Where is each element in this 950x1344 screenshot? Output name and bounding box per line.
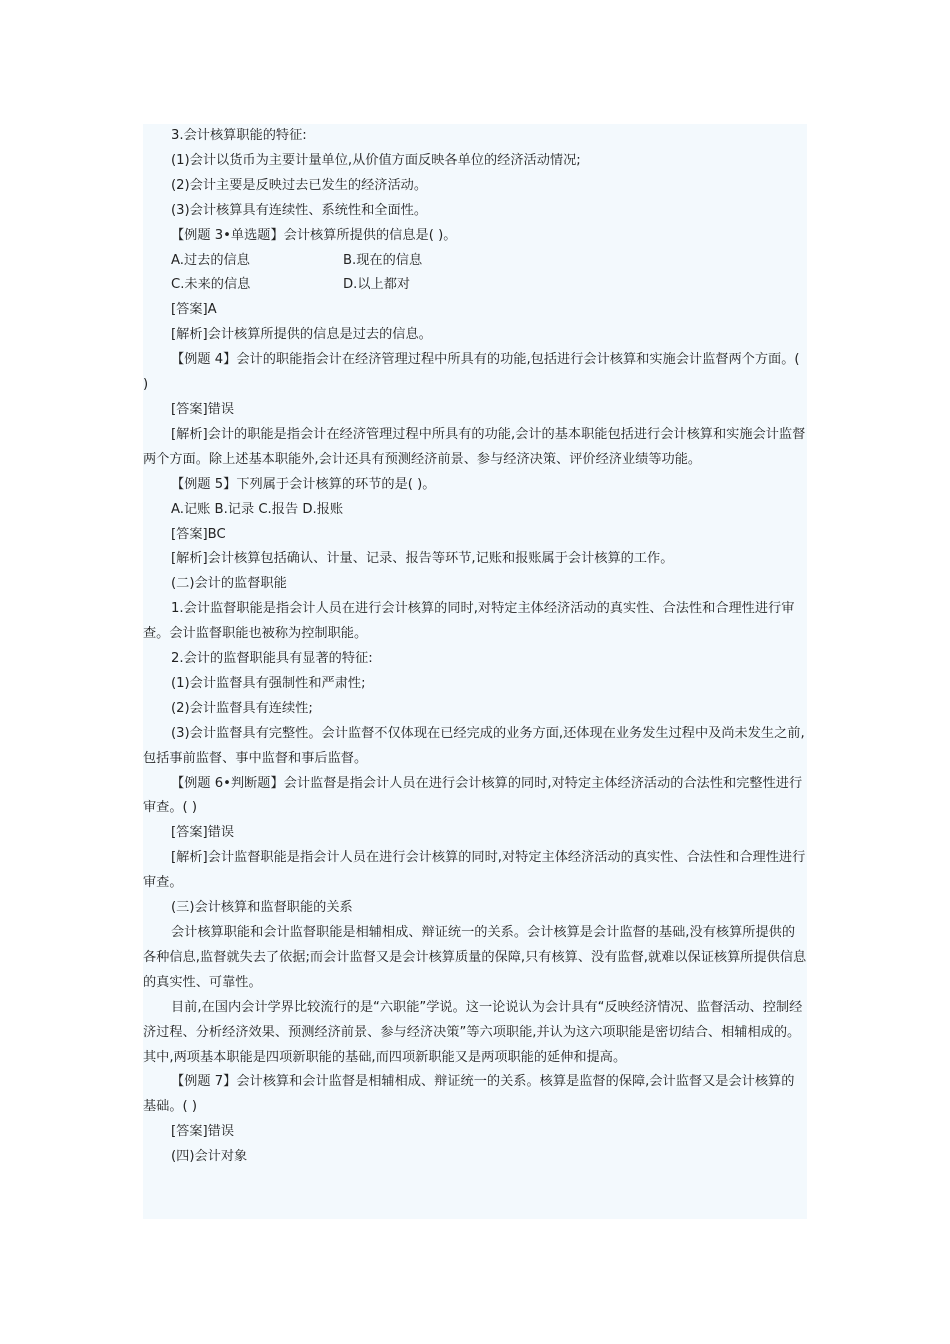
example-question: 【例题 7】会计核算和会计监督是相辅相成、辩证统一的关系。核算是监督的保障,会计监督又是会计核算的基础。( ) [143,1074,795,1115]
paragraph: 3.会计核算职能的特征: [171,128,307,143]
section-heading: (四)会计对象 [171,1149,248,1165]
section-heading: (三)会计核算和监督职能的关系 [171,900,353,916]
option-a: A.过去的信息 [171,252,250,268]
paragraph: (2)会计主要是反映过去已发生的经济活动。 [171,177,428,193]
analysis: [解析]会计的职能是指会计在经济管理过程中所具有的功能,会计的基本职能包括进行会计核算和实施会计监督两个方面。除上述基本职能外,会计还具有预测经济前景、参与经济决策、评价经济业绩等功能。 [143,426,806,467]
paragraph: (3)会计核算具有连续性、系统性和全面性。 [171,202,428,218]
answer: [答案]错误 [171,1124,235,1140]
option-c: C.未来的信息 [171,277,251,293]
answer: [答案]BC [171,526,226,542]
example-question: 【例题 4】会计的职能指会计在经济管理过程中所具有的功能,包括进行会计核算和实施会计监督两个方面。( ) [143,352,800,393]
paragraph: (2)会计监督具有连续性; [171,700,313,716]
answer: [答案]错误 [171,825,235,841]
section-heading: (二)会计的监督职能 [171,576,287,592]
paragraph: 目前,在国内会计学界比较流行的是“六职能”学说。这一论说认为会计具有“反映经济情况、监督活动、控制经济过程、分析经济效果、预测经济前景、参与经济决策”等六项职能,并认为这六项职能是密切结合、相辅相成的。其中,两项基本职能是四项新职能的基础,而四项新职能又是两项职能的延伸和提高。 [143,999,803,1065]
analysis: [解析]会计监督职能是指会计人员在进行会计核算的同时,对特定主体经济活动的真实性、合法性和合理性进行审查。 [143,850,806,891]
paragraph: 2.会计的监督职能具有显著的特征: [171,651,373,667]
paragraph: (1)会计以货币为主要计量单位,从价值方面反映各单位的经济活动情况; [171,152,581,168]
options: A.记账 B.记录 C.报告 D.报账 [171,501,344,517]
paragraph: 1.会计监督职能是指会计人员在进行会计核算的同时,对特定主体经济活动的真实性、合法性和合理性进行审查。会计监督职能也被称为控制职能。 [143,601,795,642]
example-question: 【例题 6•判断题】会计监督是指会计人员在进行会计核算的同时,对特定主体经济活动的合法性和完整性进行审查。( ) [143,775,803,816]
option-b: B.现在的信息 [343,252,423,268]
analysis: [解析]会计核算所提供的信息是过去的信息。 [171,327,432,343]
paragraph: (1)会计监督具有强制性和严肃性; [171,675,366,691]
paragraph: (3)会计监督具有完整性。会计监督不仅体现在已经完成的业务方面,还体现在业务发生过程中及尚未发生之前,包括事前监督、事中监督和事后监督。 [143,725,805,766]
example-question: 【例题 3•单选题】会计核算所提供的信息是( )。 [171,227,457,243]
option-row [143,249,807,274]
option-d: D.以上都对 [343,277,411,293]
analysis: [解析]会计核算包括确认、计量、记录、报告等环节,记账和报账属于会计核算的工作。 [171,551,674,567]
answer: [答案]错误 [171,401,235,417]
document-body [143,124,807,1219]
paragraph: 会计核算职能和会计监督职能是相辅相成、辩证统一的关系。会计核算是会计监督的基础,没有核算所提供的各种信息,监督就失去了依据;而会计监督又是会计核算质量的保障,只有核算、没有监督,就难以保证核算所提供信息的真实性、可靠性。 [143,925,807,990]
option-row [143,273,807,298]
example-question: 【例题 5】下列属于会计核算的环节的是( )。 [171,476,436,492]
answer: [答案]A [171,302,217,318]
